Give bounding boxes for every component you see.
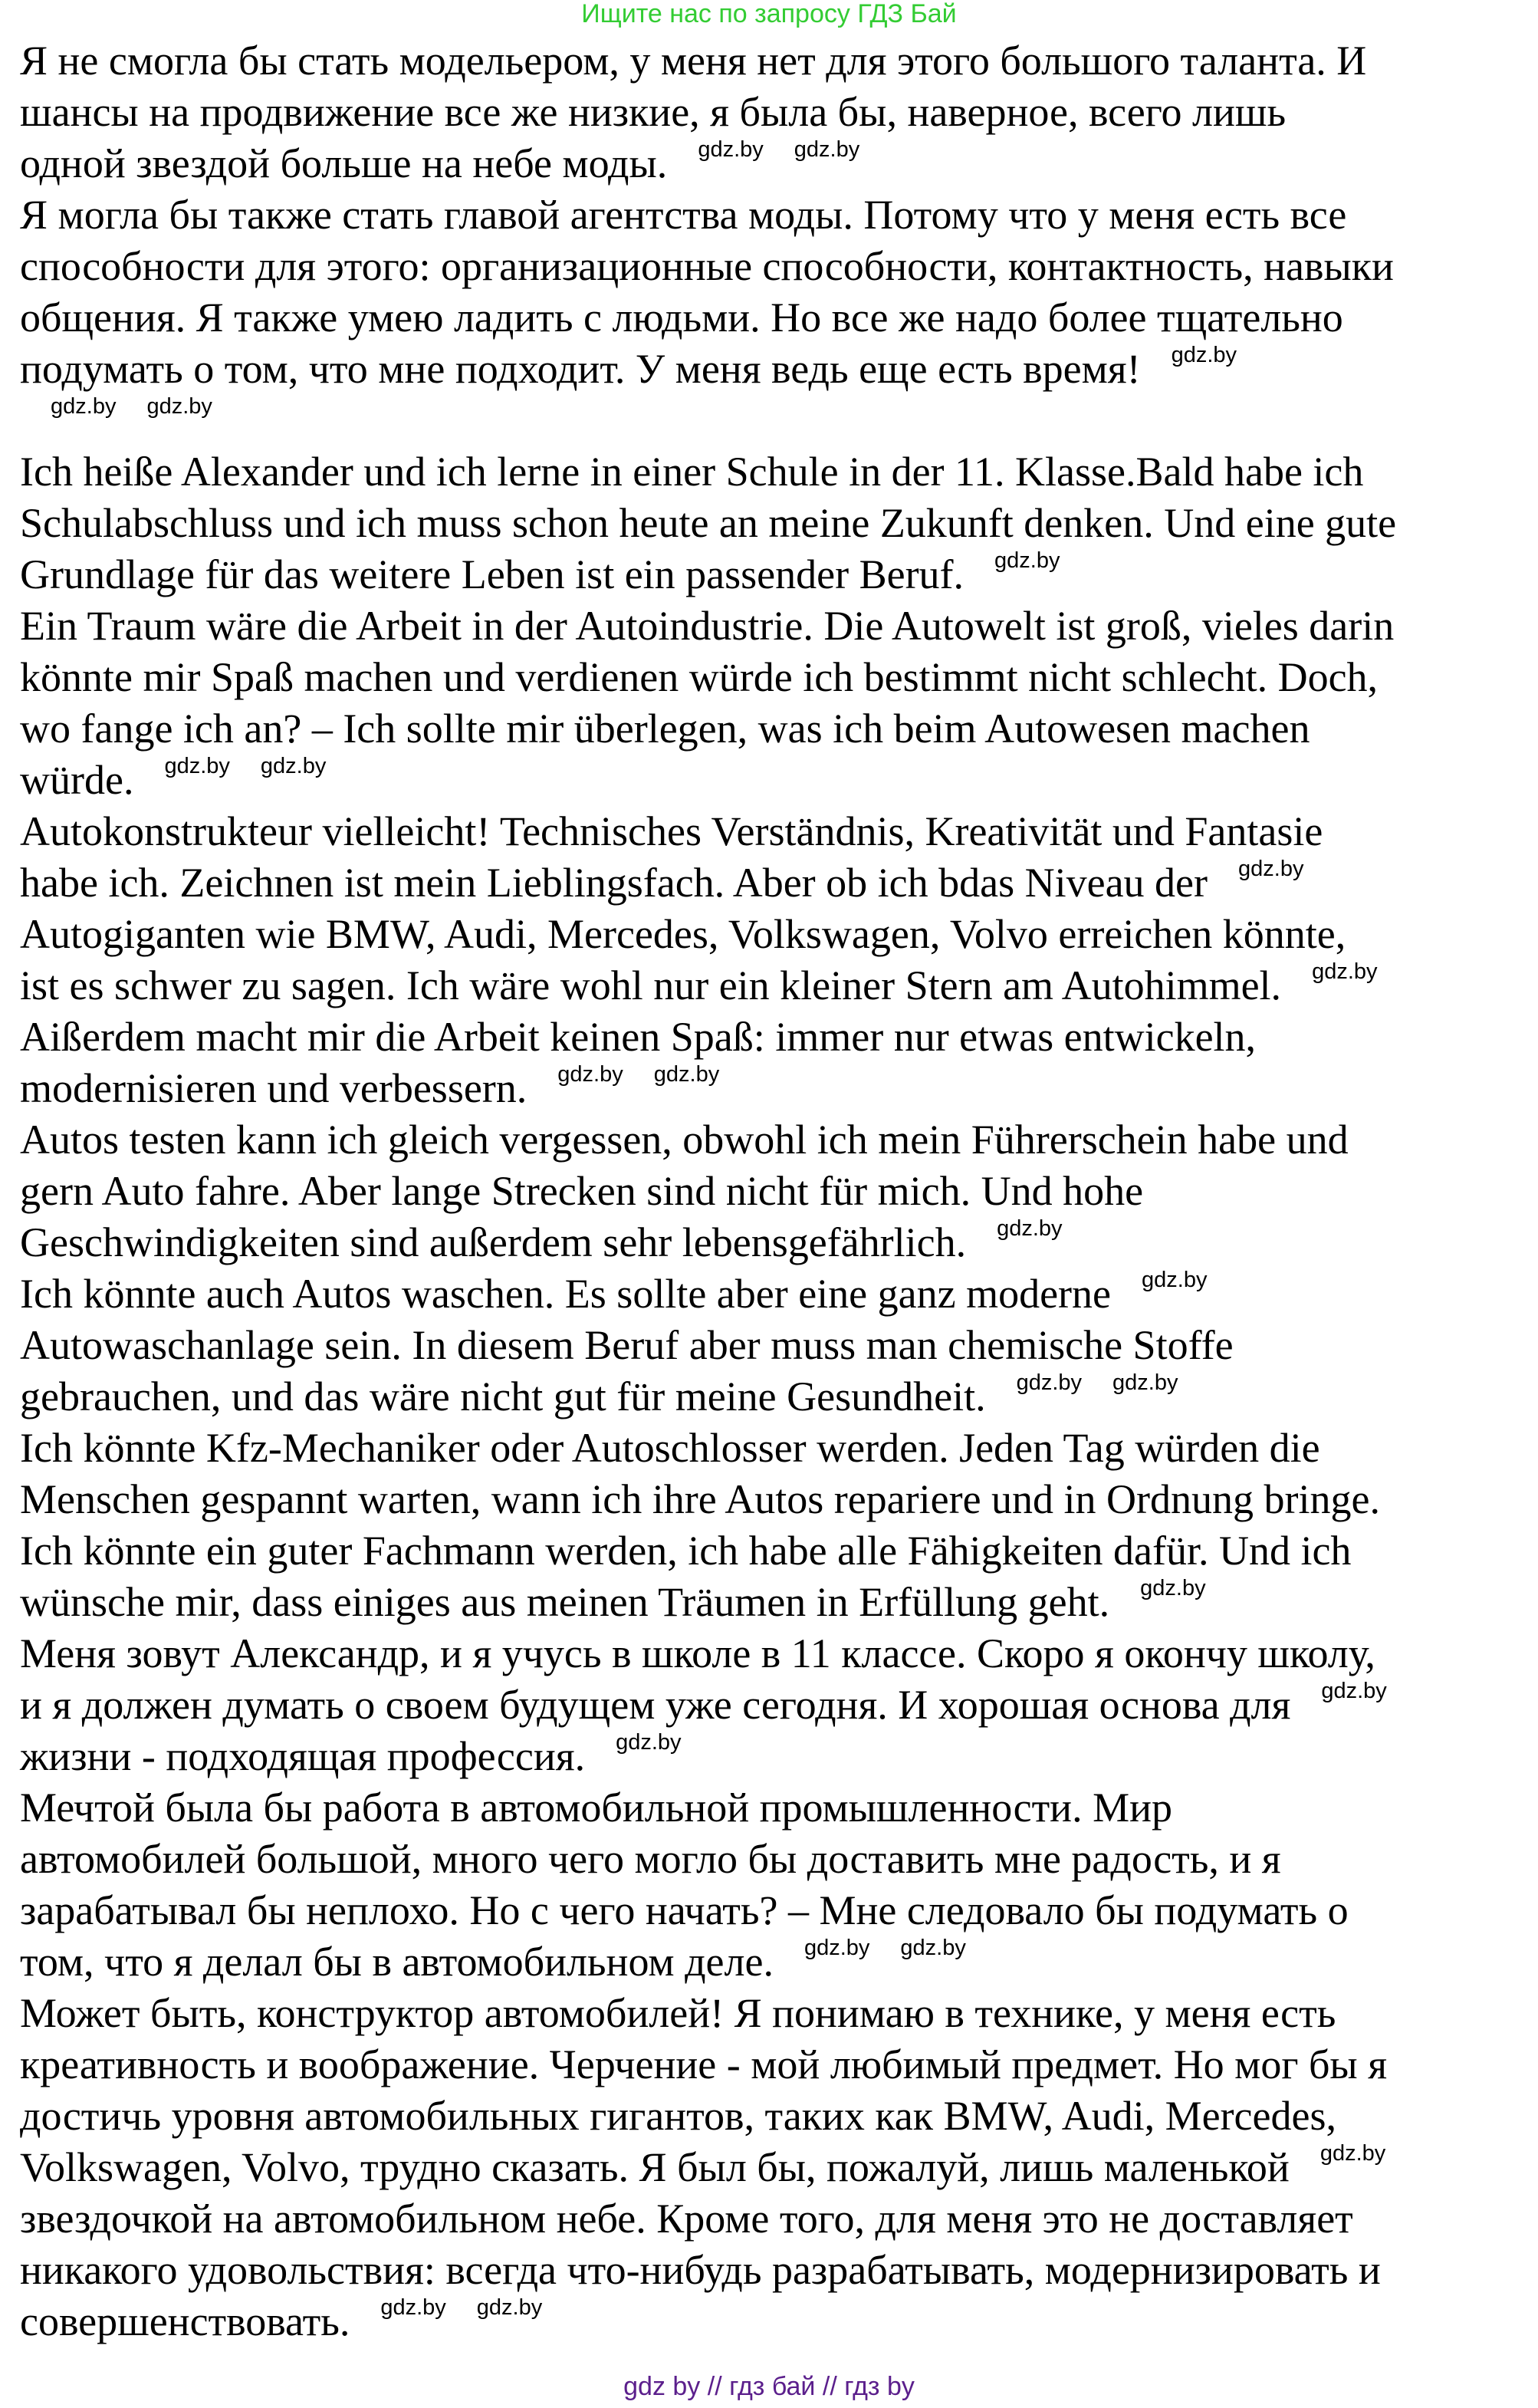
text-line-content: и я должен думать о своем будущем уже сегодня. И хорошая основа для: [20, 1682, 1291, 1728]
text-line: [20, 498, 1396, 549]
text-line: [20, 1936, 1396, 1988]
text-line-content: способности для этого: организационные способности, контактность, навыки: [20, 243, 1394, 289]
text-line-content: Ich könnte ein guter Fachmann werden, ich habe alle Fähigkeiten dafür. Und ich: [20, 1528, 1352, 1574]
text-line: [20, 549, 1396, 600]
text-line: [20, 87, 1396, 138]
text-line: [20, 1628, 1396, 1679]
text-line-content: шансы на продвижение все же низкие, я была бы, наверное, всего лишь: [20, 89, 1287, 135]
gdz-watermark: gdz.by: [1321, 1679, 1387, 1703]
text-line: [20, 909, 1396, 960]
text-line: [20, 1114, 1396, 1166]
text-line-content: автомобилей большой, много чего могло бы доставить мне радость, и я: [20, 1836, 1281, 1882]
text-line-content: Menschen gespannt warten, wann ich ihre Autos repariere und in Ordnung bringe.: [20, 1476, 1380, 1522]
text-line: [20, 1012, 1396, 1063]
text-line: [20, 1885, 1396, 1936]
text-line: [20, 600, 1396, 652]
footer-links: gdz by // гдз бай // гдз by: [623, 2372, 915, 2401]
text-line: [20, 1371, 1396, 1423]
text-line: [20, 2193, 1396, 2245]
text-line-content: Aißerdem macht mir die Arbeit keinen Spaß: immer nur etwas entwickeln,: [20, 1014, 1257, 1060]
gdz-watermark: gdz.by: [476, 2295, 543, 2320]
gdz-watermark: gdz.by: [1319, 2141, 1386, 2166]
text-line: [20, 2245, 1396, 2296]
text-line: [20, 1577, 1396, 1628]
text-line-content: wo fange ich an? – Ich sollte mir überlegen, was ich beim Autowesen machen: [20, 706, 1310, 752]
text-line-content: Geschwindigkeiten sind außerdem sehr lebensgefährlich.: [20, 1219, 967, 1265]
text-line-content: жизни - подходящая профессия.: [20, 1733, 586, 1779]
text-line-content: Grundlage für das weitere Leben ist ein passender Beruf.: [20, 551, 965, 597]
gdz-watermark: gdz.by: [616, 1730, 682, 1755]
gdz-watermark: gdz.by: [1112, 1370, 1178, 1395]
gdz-watermark: gdz.by: [146, 394, 212, 419]
gdz-watermark: gdz.by: [997, 1216, 1063, 1241]
text-line-content: креативность и воображение. Черчение - мой любимый предмет. Но мог бы я: [20, 2041, 1388, 2087]
text-line-content: Autokonstrukteur vielleicht! Technisches Verständnis, Kreativität und Fantasie: [20, 808, 1323, 854]
text-line: [20, 395, 1396, 446]
text-line-content: wünsche mir, dass einiges aus meinen Träumen in Erfüllung geht.: [20, 1579, 1110, 1625]
text-line-content: Может быть, конструктор автомобилей! Я понимаю в технике, у меня есть: [20, 1990, 1336, 2036]
text-line: [20, 857, 1396, 909]
text-line-content: Ich könnte auch Autos waschen. Es sollte aber eine ganz moderne: [20, 1271, 1112, 1317]
text-line-content: Меня зовут Александр, и я учусь в школе в 11 классе. Скоро я окончу школу,: [20, 1630, 1375, 1676]
gdz-watermark: gdz.by: [1016, 1370, 1083, 1395]
search-hint-banner: Ищите нас по запросу ГДЗ Бай: [581, 0, 957, 28]
text-line: [20, 241, 1396, 292]
gdz-watermark: gdz.by: [260, 754, 327, 778]
text-line: [20, 2142, 1396, 2193]
gdz-watermark: gdz.by: [698, 137, 764, 162]
text-line: [20, 960, 1396, 1012]
text-line: [20, 1217, 1396, 1268]
text-line: [20, 1679, 1396, 1731]
text-line: [20, 2296, 1396, 2347]
text-line: [20, 806, 1396, 857]
text-line: [20, 2039, 1396, 2091]
gdz-watermark: gdz.by: [164, 754, 230, 778]
text-line-content: подумать о том, что мне подходит. У меня ведь еще есть время!: [20, 346, 1141, 392]
gdz-watermark: gdz.by: [1171, 343, 1237, 367]
text-line: [20, 344, 1396, 395]
text-line: [20, 1834, 1396, 1885]
text-line: [20, 1166, 1396, 1217]
text-line: [20, 652, 1396, 703]
text-line-content: Volkswagen, Volvo, трудно сказать. Я был бы, пожалуй, лишь маленькой: [20, 2144, 1290, 2190]
gdz-watermark: gdz.by: [653, 1062, 720, 1087]
text-line: [20, 35, 1396, 87]
text-line-content: habe ich. Zeichnen ist mein Lieblingsfach. Aber ob ich bdas Niveau der: [20, 860, 1208, 906]
text-line: [20, 446, 1396, 498]
text-line-content: совершенствовать.: [20, 2298, 350, 2344]
gdz-watermark: gdz.by: [900, 1936, 966, 1960]
text-line: [20, 1320, 1396, 1371]
gdz-watermark: gdz.by: [557, 1062, 623, 1087]
text-line: [20, 1782, 1396, 1834]
text-line-content: достичь уровня автомобильных гигантов, таких как BMW, Audi, Mercedes,: [20, 2093, 1336, 2139]
text-line: [20, 1474, 1396, 1525]
gdz-watermark: gdz.by: [1312, 959, 1378, 984]
gdz-watermark: gdz.by: [51, 394, 117, 419]
text-line-content: Я могла бы также стать главой агентства моды. Потому что у меня есть все: [20, 192, 1347, 238]
gdz-watermark: gdz.by: [1238, 857, 1304, 881]
text-line-content: Ein Traum wäre die Arbeit in der Autoindustrie. Die Autowelt ist groß, vieles darin: [20, 603, 1395, 649]
text-line: [20, 1423, 1396, 1474]
text-line-content: Мечтой была бы работа в автомобильной промышленности. Мир: [20, 1785, 1172, 1831]
text-line: [20, 755, 1396, 806]
gdz-watermark: gdz.by: [1140, 1576, 1206, 1600]
text-line-content: зарабатывал бы неплохо. Но с чего начать? – Мне следовало бы подумать о: [20, 1887, 1349, 1933]
text-line-content: Ich könnte Kfz-Mechaniker oder Autoschlosser werden. Jeden Tag würden die: [20, 1425, 1320, 1471]
text-line-content: ist es schwer zu sagen. Ich wäre wohl nur ein kleiner Stern am Autohimmel.: [20, 962, 1282, 1008]
text-line-content: одной звездой больше на небе моды.: [20, 140, 668, 186]
text-line: [20, 189, 1396, 241]
gdz-watermark: gdz.by: [1142, 1268, 1208, 1292]
text-line: [20, 1268, 1396, 1320]
text-line-content: никакого удовольствия: всегда что-нибудь разрабатывать, модернизировать и: [20, 2247, 1381, 2293]
text-line: [20, 703, 1396, 755]
text-line-content: общения. Я также умею ладить с людьми. Но все же надо более тщательно: [20, 294, 1343, 340]
text-line-content: Autos testen kann ich gleich vergessen, obwohl ich mein Führerschein habe und: [20, 1117, 1349, 1163]
text-line-content: gebrauchen, und das wäre nicht gut für meine Gesundheit.: [20, 1373, 986, 1419]
text-line-content: könnte mir Spaß machen und verdienen würde ich bestimmt nicht schlecht. Doch,: [20, 654, 1379, 700]
text-line-content: том, что я делал бы в автомобильном деле.: [20, 1939, 774, 1985]
text-line-content: звездочкой на автомобильном небе. Кроме того, для меня это не доставляет: [20, 2196, 1353, 2242]
text-line: [20, 292, 1396, 344]
document-text: [20, 35, 1396, 2347]
text-line: [20, 2091, 1396, 2142]
gdz-watermark: gdz.by: [994, 548, 1060, 573]
gdz-watermark: gdz.by: [804, 1936, 870, 1960]
text-line-content: gern Auto fahre. Aber lange Strecken sind nicht für mich. Und hohe: [20, 1168, 1144, 1214]
text-line-content: Я не смогла бы стать модельером, у меня нет для этого большого таланта. И: [20, 38, 1367, 84]
text-line-content: Autowaschanlage sein. In diesem Beruf aber muss man chemische Stoffe: [20, 1322, 1234, 1368]
gdz-watermark: gdz.by: [380, 2295, 446, 2320]
text-line-content: würde.: [20, 757, 134, 803]
text-line: [20, 1988, 1396, 2039]
text-line: [20, 1063, 1396, 1114]
text-line: [20, 1525, 1396, 1577]
gdz-watermark: gdz.by: [794, 137, 860, 162]
text-line-content: modernisieren und verbessern.: [20, 1065, 527, 1111]
text-line-content: Schulabschluss und ich muss schon heute an meine Zukunft denken. Und eine gute: [20, 500, 1397, 546]
text-line-content: Autogiganten wie BMW, Audi, Mercedes, Volkswagen, Volvo erreichen könnte,: [20, 911, 1346, 957]
text-line: [20, 1731, 1396, 1782]
text-line-content: Ich heiße Alexander und ich lerne in einer Schule in der 11. Klasse.Bald habe ich: [20, 449, 1364, 495]
text-line: [20, 138, 1396, 189]
